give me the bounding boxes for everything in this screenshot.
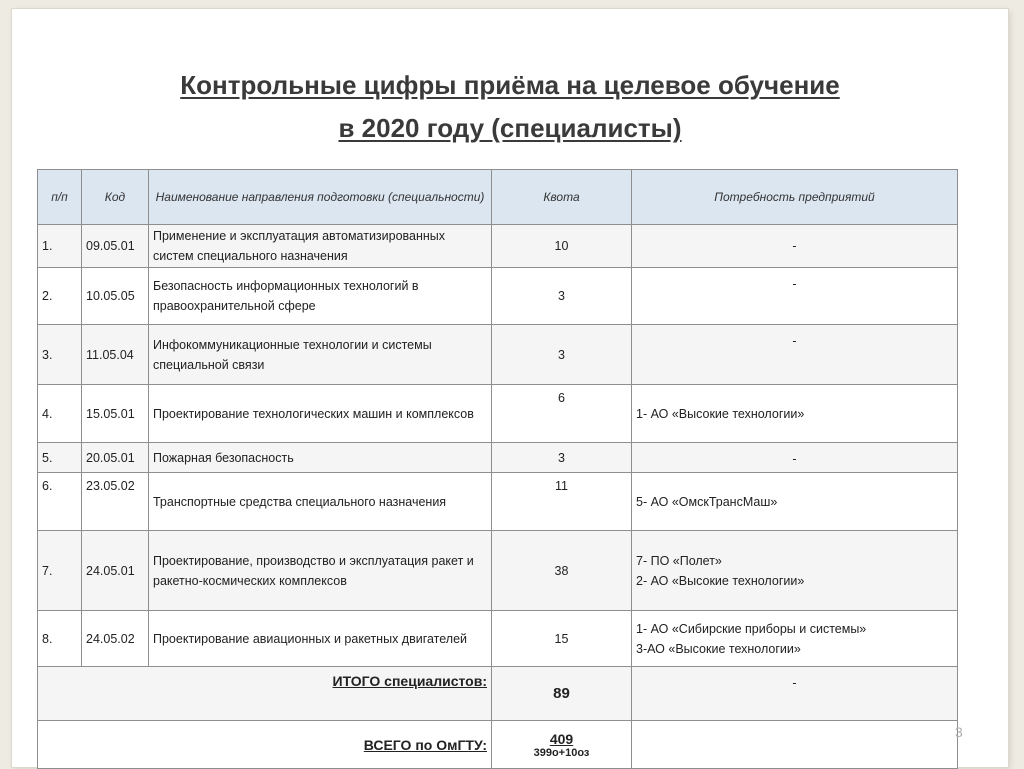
grand-total-row	[38, 721, 958, 769]
table-row	[38, 225, 958, 268]
page-number: 3	[955, 724, 963, 740]
table-row	[38, 443, 958, 473]
row-name: Проектирование, производство и эксплуатация ракет и ракетно-космических комплексов	[149, 531, 492, 611]
row-quota: 3	[492, 325, 632, 385]
row-need	[632, 531, 958, 611]
row-num: 2.	[38, 268, 82, 325]
table-row	[38, 473, 958, 531]
header-quota: Квота	[492, 170, 632, 225]
header-need: Потребность предприятий	[632, 170, 958, 225]
grand-total-number: 409	[549, 730, 574, 747]
row-num: 8.	[38, 611, 82, 667]
row-quota: 11	[492, 473, 632, 531]
row-num: 5.	[38, 443, 82, 473]
row-num: 3.	[38, 325, 82, 385]
need-line: 1- АО «Высокие технологии»	[636, 406, 805, 421]
row-name: Проектирование технологических машин и комплексов	[149, 385, 492, 443]
need-line: 7- ПО «Полет»	[636, 553, 722, 568]
slide-title-line-2: в 2020 году (специалисты)	[338, 113, 682, 143]
row-quota: 15	[492, 611, 632, 667]
need-line: -	[792, 452, 797, 466]
row-need	[632, 325, 958, 385]
grand-total-value	[492, 721, 632, 769]
row-quota: 10	[492, 225, 632, 268]
table-row	[38, 531, 958, 611]
table-header-row	[38, 170, 958, 225]
row-name: Инфокоммуникационные технологии и системы специальной связи	[149, 325, 492, 385]
row-need	[632, 611, 958, 667]
header-code: Код	[82, 170, 149, 225]
grand-total-need	[632, 721, 958, 769]
row-code: 15.05.01	[82, 385, 149, 443]
row-code: 09.05.01	[82, 225, 149, 268]
row-need	[632, 443, 958, 473]
need-line: -	[792, 334, 797, 348]
slide-title-line-1: Контрольные цифры приёма на целевое обучение	[180, 70, 840, 100]
row-num: 6.	[38, 473, 82, 531]
quota-table	[37, 169, 958, 769]
need-line: 3-АО «Высокие технологии»	[636, 641, 801, 656]
row-name: Безопасность информационных технологий в правоохранительной сфере	[149, 268, 492, 325]
need-line: -	[792, 277, 797, 291]
row-code: 11.05.04	[82, 325, 149, 385]
table-row	[38, 385, 958, 443]
row-num: 4.	[38, 385, 82, 443]
row-code: 10.05.05	[82, 268, 149, 325]
need-line: 1- АО «Сибирские приборы и системы»	[636, 621, 867, 636]
row-name: Применение и эксплуатация автоматизированных систем специального назначения	[149, 225, 492, 268]
row-need	[632, 225, 958, 268]
row-code: 23.05.02	[82, 473, 149, 531]
table-row	[38, 325, 958, 385]
row-num: 1.	[38, 225, 82, 268]
row-need	[632, 385, 958, 443]
row-name: Проектирование авиационных и ракетных двигателей	[149, 611, 492, 667]
need-line: 2- АО «Высокие технологии»	[636, 573, 805, 588]
row-num: 7.	[38, 531, 82, 611]
row-quota: 3	[492, 268, 632, 325]
grand-total-breakdown: 399о+10оз	[533, 746, 590, 759]
table-row	[38, 611, 958, 667]
total-label: ИТОГО специалистов:	[38, 667, 492, 721]
row-quota: 6	[492, 385, 632, 443]
total-need	[632, 667, 958, 721]
table-row	[38, 268, 958, 325]
row-need	[632, 473, 958, 531]
need-line: -	[792, 239, 797, 253]
row-need	[632, 268, 958, 325]
row-quota: 38	[492, 531, 632, 611]
need-line: 5- АО «ОмскТрансМаш»	[636, 494, 778, 509]
total-value: 89	[492, 667, 632, 721]
need-line: -	[792, 676, 797, 690]
row-name: Пожарная безопасность	[149, 443, 492, 473]
row-quota: 3	[492, 443, 632, 473]
row-code: 20.05.01	[82, 443, 149, 473]
header-num: п/п	[38, 170, 82, 225]
row-code: 24.05.02	[82, 611, 149, 667]
grand-total-label: ВСЕГО по ОмГТУ:	[38, 721, 492, 769]
total-row	[38, 667, 958, 721]
row-name: Транспортные средства специального назначения	[149, 473, 492, 531]
header-name: Наименование направления подготовки (специальности)	[149, 170, 492, 225]
row-code: 24.05.01	[82, 531, 149, 611]
